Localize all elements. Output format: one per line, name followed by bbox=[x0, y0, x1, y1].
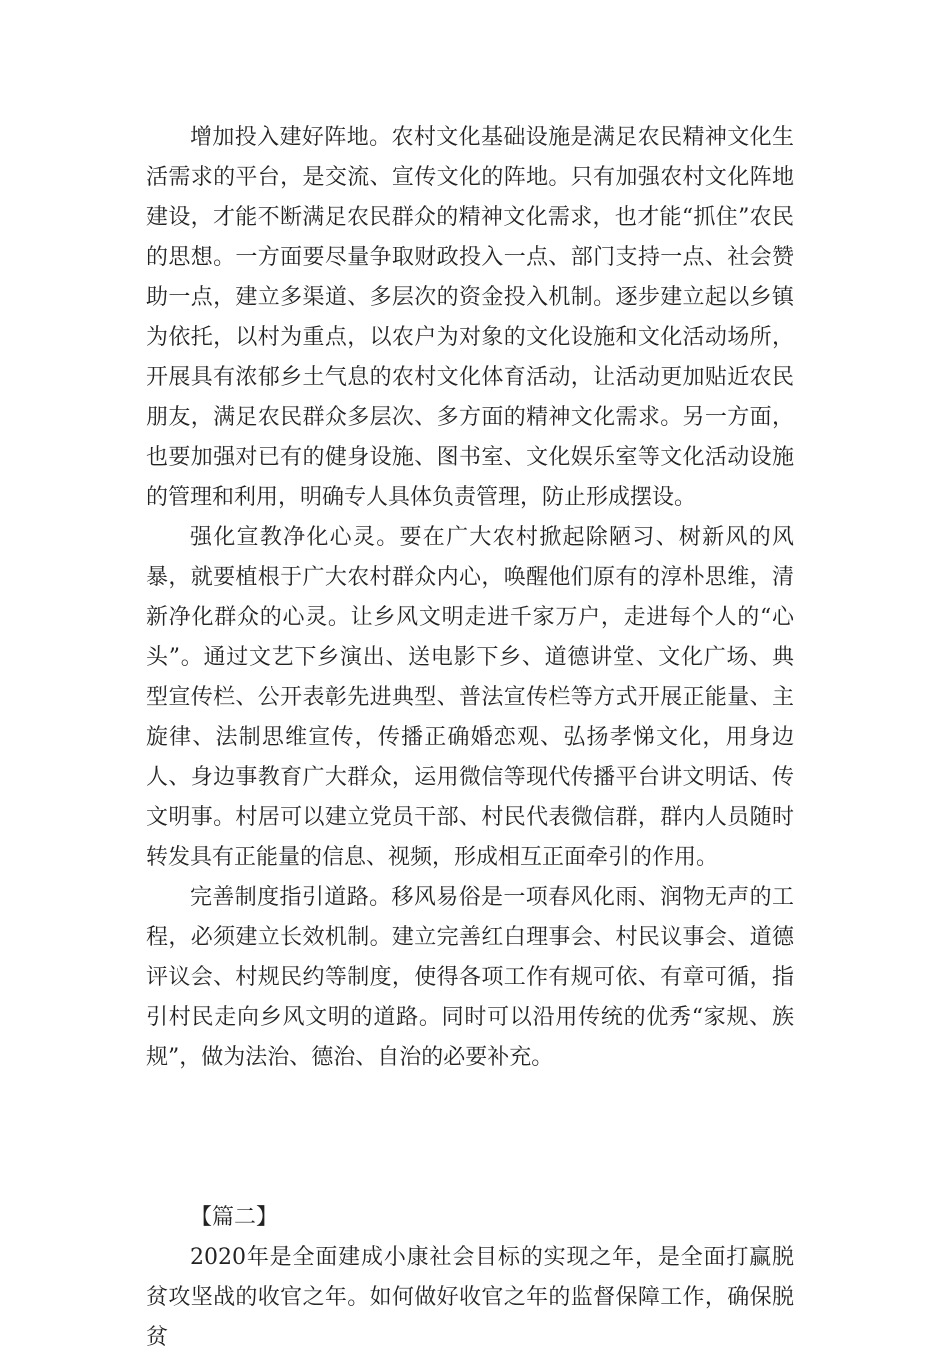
paragraph-section-two: 2020年是全面建成小康社会目标的实现之年，是全面打赢脱贫攻坚战的收官之年。如何做好收官之年的监督保障工作，确保脱贫 bbox=[146, 1245, 794, 1350]
paragraph-institutions: 完善制度指引道路。移风易俗是一项春风化雨、润物无声的工程，必须建立长效机制。建立完善红白理事会、村民议事会、道德评议会、村规民约等制度，使得各项工作有规可依、有章可循，指引村民走向乡风文明的道路。同时可以沿用传统的优秀“家规、族规”，做为法治、德治、自治的必要补充。 bbox=[146, 885, 794, 1070]
paragraph-infrastructure: 增加投入建好阵地。农村文化基础设施是满足农民精神文化生活需求的平台，是交流、宣传文化的阵地。只有加强农村文化阵地建设，才能不断满足农民群众的精神文化需求，也才能“抓住”农民的思想。一方面要尽量争取财政投入一点、部门支持一点、社会赞助一点，建立多渠道、多层次的资金投入机制。逐步建立起以乡镇为依托，以村为重点，以农户为对象的文化设施和文化活动场所，开展具有浓郁乡土气息的农村文化体育活动，让活动更加贴近农民朋友，满足农民群众多层次、多方面的精神文化需求。另一方面，也要加强对已有的健身设施、图书室、文化娱乐室等文化活动设施的管理和利用，明确专人具体负责管理，防止形成摆设。 bbox=[146, 125, 794, 510]
section-title: 【篇二】 bbox=[190, 1205, 279, 1230]
section-spacer bbox=[146, 1078, 794, 1198]
paragraph-education: 强化宣教净化心灵。要在广大农村掀起除陋习、树新风的风暴，就要植根于广大农村群众内心，唤醒他们原有的淳朴思维，清新净化群众的心灵。让乡风文明走进千家万户，走进每个人的“心头”。通过文艺下乡演出、送电影下乡、道德讲堂、文化广场、典型宣传栏、公开表彰先进典型、普法宣传栏等方式开展正能量、主旋律、法制思维宣传，传播正确婚恋观、弘扬孝悌文化，用身边人、身边事教育广大群众，运用微信等现代传播平台讲文明话、传文明事。村居可以建立党员干部、村民代表微信群，群内人员随时转发具有正能量的信息、视频，形成相互正面牵引的作用。 bbox=[146, 525, 794, 870]
document-page bbox=[146, 118, 794, 1358]
